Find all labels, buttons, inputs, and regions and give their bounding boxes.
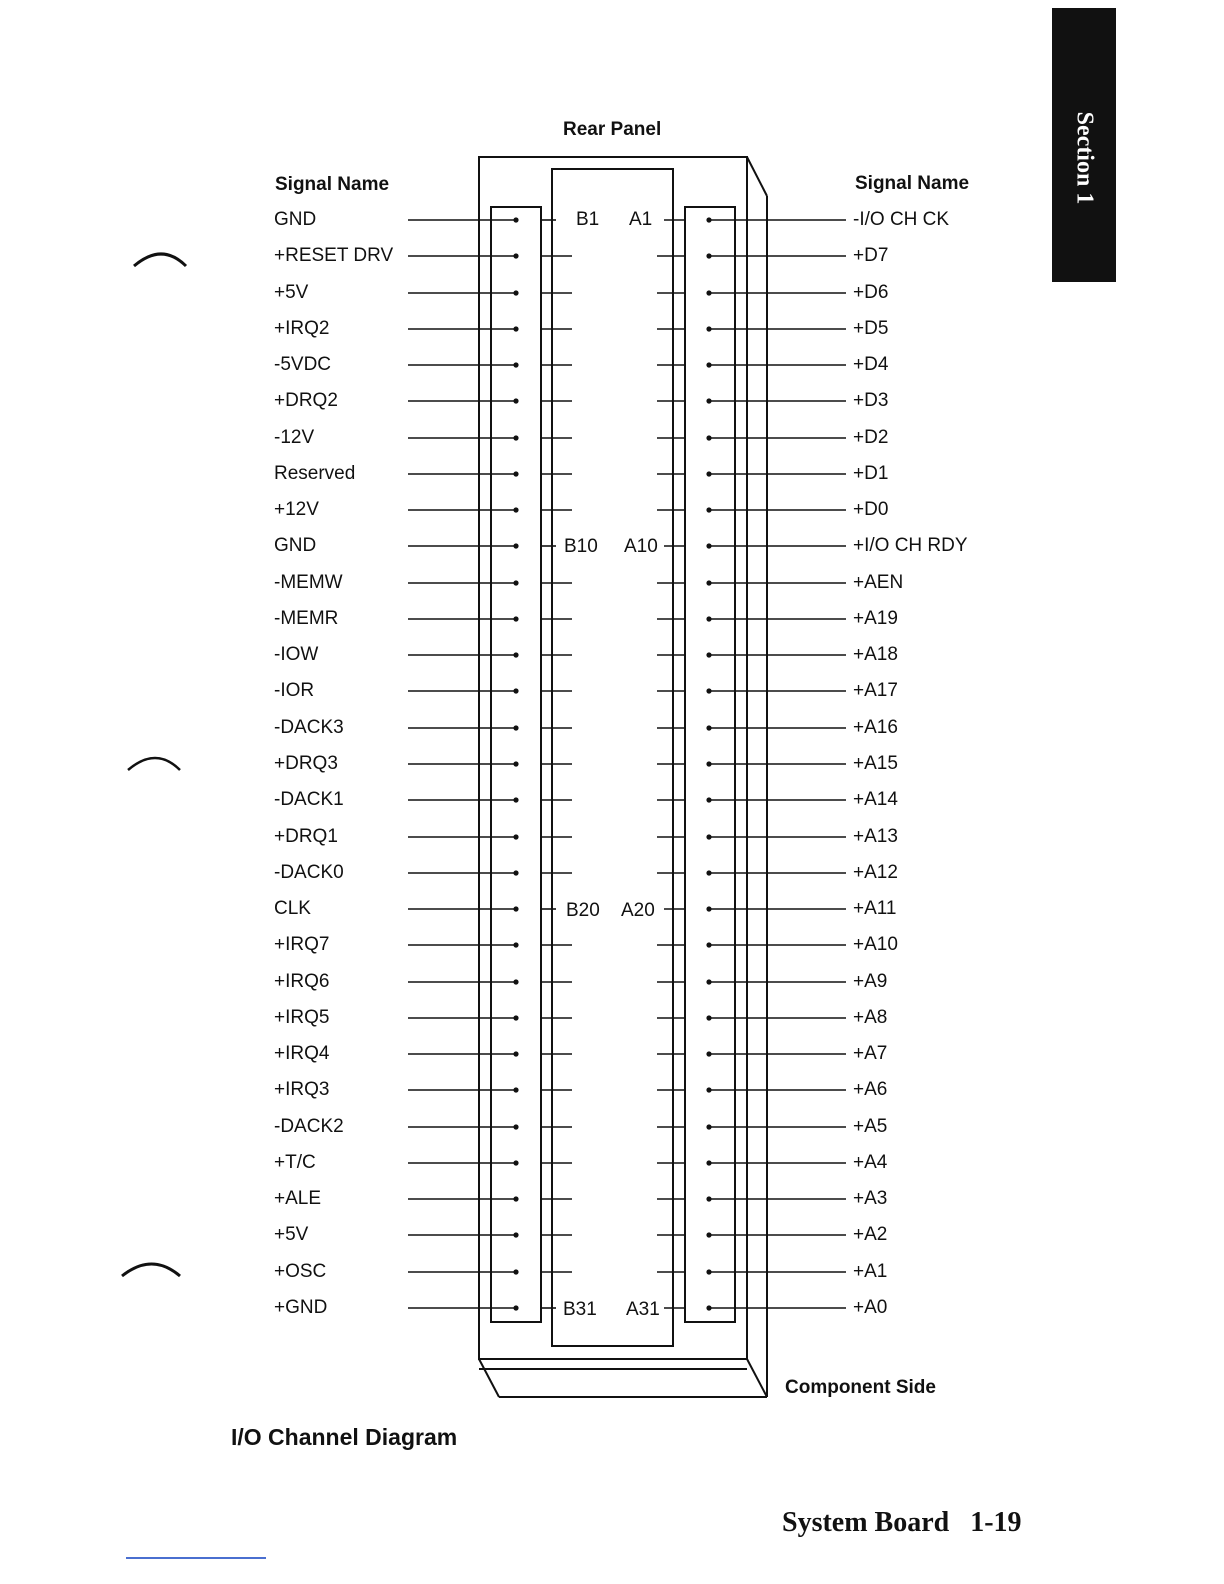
b-signal-label: -MEMR — [274, 608, 339, 629]
b-signal-label: +DRQ3 — [274, 753, 338, 774]
a-pin-contact-6 — [706, 398, 711, 403]
b-pin-contact-31 — [513, 1305, 518, 1310]
b-signal-label: GND — [274, 209, 317, 230]
rear-panel-label: Rear Panel — [563, 119, 662, 140]
b-pin-contact-11 — [513, 580, 518, 585]
a-signal-label: +D2 — [853, 427, 889, 448]
a-signal-label: +A5 — [853, 1116, 888, 1137]
b-pin-contact-18 — [513, 834, 518, 839]
b-pin-contact-25 — [513, 1087, 518, 1092]
b-signal-label: -DACK2 — [274, 1116, 344, 1137]
b-pin-contact-1 — [513, 217, 518, 222]
a-signal-label: +A12 — [853, 862, 898, 883]
a-signal-label: +A0 — [853, 1297, 888, 1318]
pin-label-b1: B1 — [576, 209, 600, 230]
a-pin-contact-31 — [706, 1305, 711, 1310]
a-pin-contact-29 — [706, 1232, 711, 1237]
a-pin-contact-8 — [706, 471, 711, 476]
b-pin-contact-19 — [513, 870, 518, 875]
a-pin-contact-27 — [706, 1160, 711, 1165]
b-signal-label: +IRQ7 — [274, 934, 330, 955]
b-pin-contact-30 — [513, 1269, 518, 1274]
footer-rule — [126, 1557, 266, 1559]
b-signal-label: +IRQ6 — [274, 971, 330, 992]
left-signal-header: Signal Name — [275, 174, 390, 195]
b-signal-label: -DACK1 — [274, 789, 344, 810]
a-signal-label: +D1 — [853, 463, 889, 484]
footer-page-number: 1-19 — [970, 1507, 1022, 1538]
section-tab-label: Section 1 — [1071, 111, 1098, 205]
a-pin-contact-28 — [706, 1196, 711, 1201]
a-signal-label: +D0 — [853, 499, 889, 520]
page-footer — [782, 1507, 1022, 1539]
b-signal-label: +IRQ4 — [274, 1043, 330, 1064]
a-signal-label: +A1 — [853, 1261, 888, 1282]
a-pin-contact-16 — [706, 761, 711, 766]
b-pin-contact-29 — [513, 1232, 518, 1237]
a-pin-contact-13 — [706, 652, 711, 657]
a-pin-contact-3 — [706, 290, 711, 295]
a-pin-contact-7 — [706, 435, 711, 440]
b-pin-contact-14 — [513, 688, 518, 693]
a-signal-label: +A3 — [853, 1188, 888, 1209]
b-pin-contact-24 — [513, 1051, 518, 1056]
a-pin-contact-20 — [706, 906, 711, 911]
b-pin-contact-21 — [513, 942, 518, 947]
component-side-label: Component Side — [785, 1377, 936, 1398]
a-pin-contact-17 — [706, 797, 711, 802]
a-pin-contact-12 — [706, 616, 711, 621]
b-pin-contact-26 — [513, 1124, 518, 1129]
b-signal-label: +DRQ2 — [274, 390, 338, 411]
a-pin-contact-15 — [706, 725, 711, 730]
a-signal-label: +D7 — [853, 245, 889, 266]
a-signal-label: +A15 — [853, 753, 898, 774]
b-pin-contact-28 — [513, 1196, 518, 1201]
pin-label-a10: A10 — [624, 536, 658, 557]
diagram-caption: I/O Channel Diagram — [231, 1424, 458, 1450]
a-signal-label: +A10 — [853, 934, 898, 955]
b-signal-label: -DACK3 — [274, 717, 344, 738]
a-signal-label: +A7 — [853, 1043, 888, 1064]
a-signal-label: +A8 — [853, 1007, 888, 1028]
b-pin-contact-6 — [513, 398, 518, 403]
pin-label-a20: A20 — [621, 900, 655, 921]
a-pin-contact-26 — [706, 1124, 711, 1129]
b-pin-contact-22 — [513, 979, 518, 984]
b-signal-label: +5V — [274, 1224, 309, 1245]
a-signal-label: +A17 — [853, 680, 898, 701]
b-pin-contact-7 — [513, 435, 518, 440]
a-signal-label: +A13 — [853, 826, 898, 847]
a-signal-label: +D3 — [853, 390, 889, 411]
a-pin-contact-18 — [706, 834, 711, 839]
pin-lines — [408, 220, 846, 1308]
a-pin-contact-1 — [706, 217, 711, 222]
a-signal-label: +A6 — [853, 1079, 888, 1100]
b-signal-label: +GND — [274, 1297, 328, 1318]
a-signal-label: +I/O CH RDY — [853, 535, 968, 556]
a-pin-contact-10 — [706, 543, 711, 548]
connector-outline — [479, 157, 767, 1397]
a-signal-label: +A4 — [853, 1152, 888, 1173]
b-pin-contact-12 — [513, 616, 518, 621]
a-pin-contact-19 — [706, 870, 711, 875]
a-pin-contact-5 — [706, 362, 711, 367]
b-pin-contact-27 — [513, 1160, 518, 1165]
b-signal-label: -DACK0 — [274, 862, 344, 883]
b-signal-label: +ALE — [274, 1188, 322, 1209]
b-pin-contact-23 — [513, 1015, 518, 1020]
a-pin-contact-2 — [706, 253, 711, 258]
b-signal-label: +IRQ2 — [274, 318, 330, 339]
b-signal-label: -IOR — [274, 680, 315, 701]
b-pin-contact-20 — [513, 906, 518, 911]
b-pin-contact-2 — [513, 253, 518, 258]
a-pin-contact-25 — [706, 1087, 711, 1092]
a-pin-contact-9 — [706, 507, 711, 512]
b-pin-contact-17 — [513, 797, 518, 802]
a-signal-label: +A14 — [853, 789, 898, 810]
b-signal-label: -5VDC — [274, 354, 332, 375]
b-pin-contact-5 — [513, 362, 518, 367]
a-pin-contact-24 — [706, 1051, 711, 1056]
pin-label-b10: B10 — [564, 536, 598, 557]
b-pin-contact-10 — [513, 543, 518, 548]
b-signal-label: GND — [274, 535, 317, 556]
a-signal-label: -I/O CH CK — [853, 209, 950, 230]
a-pin-contact-22 — [706, 979, 711, 984]
b-pin-contact-4 — [513, 326, 518, 331]
b-signal-label: -12V — [274, 427, 315, 448]
b-signal-label: Reserved — [274, 463, 356, 484]
a-signal-label: +A2 — [853, 1224, 888, 1245]
pin-label-a1: A1 — [629, 209, 653, 230]
b-pin-contact-15 — [513, 725, 518, 730]
b-pin-contact-16 — [513, 761, 518, 766]
b-signal-label: -MEMW — [274, 572, 343, 593]
a-pin-contact-30 — [706, 1269, 711, 1274]
a-pin-contact-4 — [706, 326, 711, 331]
b-pin-contact-3 — [513, 290, 518, 295]
b-signal-label: +RESET DRV — [274, 245, 394, 266]
a-pin-contact-11 — [706, 580, 711, 585]
b-pin-contact-13 — [513, 652, 518, 657]
a-signal-label: +A9 — [853, 971, 888, 992]
a-pin-contact-23 — [706, 1015, 711, 1020]
a-signal-label: +D4 — [853, 354, 889, 375]
pin-label-b20: B20 — [566, 900, 600, 921]
footer-section: System Board — [782, 1507, 950, 1538]
a-pin-contact-14 — [706, 688, 711, 693]
a-signal-label: +D5 — [853, 318, 889, 339]
b-pin-contact-8 — [513, 471, 518, 476]
pin-label-b31: B31 — [563, 1299, 597, 1320]
a-signal-label: +A18 — [853, 644, 898, 665]
b-signal-label: +DRQ1 — [274, 826, 338, 847]
b-signal-label: +OSC — [274, 1261, 327, 1282]
a-signal-label: +AEN — [853, 572, 904, 593]
a-signal-label: +A11 — [853, 898, 897, 919]
b-signal-label: +12V — [274, 499, 319, 520]
b-signal-label: +T/C — [274, 1152, 316, 1173]
a-signal-label: +A16 — [853, 717, 898, 738]
a-signal-label: +D6 — [853, 282, 889, 303]
b-signal-label: +IRQ5 — [274, 1007, 330, 1028]
b-pin-contact-9 — [513, 507, 518, 512]
b-signal-label: +5V — [274, 282, 309, 303]
right-signal-header: Signal Name — [855, 173, 970, 194]
pin-label-a31: A31 — [626, 1299, 660, 1320]
a-signal-label: +A19 — [853, 608, 898, 629]
b-signal-label: -IOW — [274, 644, 319, 665]
b-signal-label: +IRQ3 — [274, 1079, 330, 1100]
a-pin-contact-21 — [706, 942, 711, 947]
b-signal-label: CLK — [274, 898, 311, 919]
